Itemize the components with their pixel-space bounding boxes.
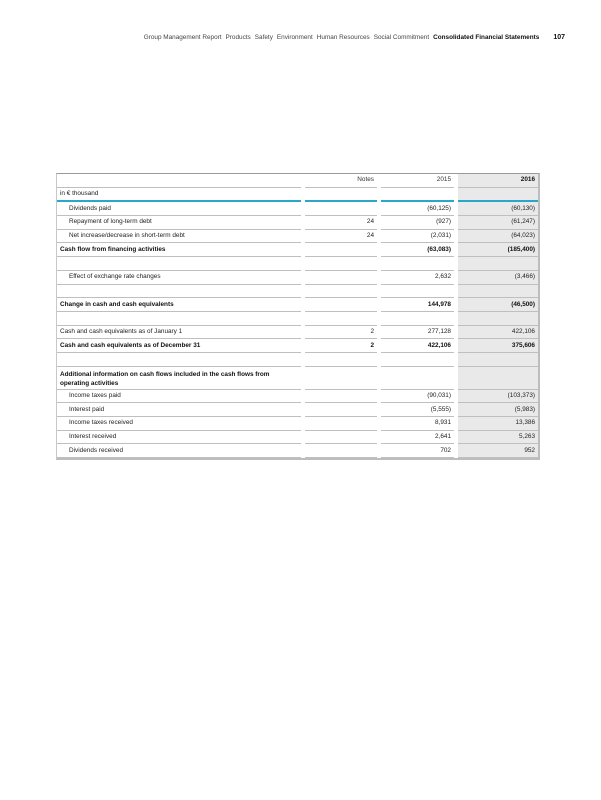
empty-cell (303, 366, 379, 389)
table-header-row (57, 174, 538, 187)
spacer-cell (456, 284, 538, 298)
spacer-cell (303, 352, 379, 366)
row-label: Change in cash and cash equivalents (57, 298, 303, 312)
table-row (57, 325, 538, 339)
notes-cell: 24 (303, 216, 379, 230)
row-label: Cash flow from financing activities (57, 243, 303, 257)
notes-cell (303, 403, 379, 417)
spacer-cell (379, 257, 456, 271)
row-label: Dividends received (57, 444, 303, 458)
spacer-cell (303, 311, 379, 325)
row-label: Effect of exchange rate changes (57, 270, 303, 284)
value-2015: 144,978 (379, 298, 456, 312)
row-label: Income taxes received (57, 417, 303, 431)
value-2015: 2,641 (379, 430, 456, 444)
nav-item[interactable]: Products (225, 34, 251, 41)
value-2016: (185,400) (456, 243, 538, 257)
nav-item[interactable]: Human Resources (316, 34, 370, 41)
value-2016: 375,606 (456, 339, 538, 353)
spacer-cell (303, 284, 379, 298)
value-2016: (46,500) (456, 298, 538, 312)
header-year-2016: 2016 (456, 174, 538, 187)
page-header (144, 34, 565, 41)
header-label-cell (57, 174, 303, 187)
spacer-cell (57, 311, 303, 325)
notes-cell: 2 (303, 325, 379, 339)
value-2015: (90,031) (379, 389, 456, 403)
spacer-cell (57, 284, 303, 298)
row-label: Income taxes paid (57, 389, 303, 403)
notes-cell (303, 444, 379, 458)
table-row (57, 403, 538, 417)
spacer-cell (456, 311, 538, 325)
table-row (57, 444, 538, 458)
row-label: Cash and cash equivalents as of January 1 (57, 325, 303, 339)
empty-cell (456, 366, 538, 389)
table-row (57, 417, 538, 431)
spacer-row (57, 284, 538, 298)
value-2015: (927) (379, 216, 456, 230)
section-heading: Additional information on cash flows included in the cash flows from operating activities (57, 366, 303, 389)
notes-cell: 24 (303, 229, 379, 243)
value-2016: (103,373) (456, 389, 538, 403)
cash-flow-table (56, 173, 540, 460)
value-2015: 702 (379, 444, 456, 458)
page-number: 107 (553, 34, 565, 41)
row-label: Net increase/decrease in short-term debt (57, 229, 303, 243)
spacer-row (57, 352, 538, 366)
spacer-cell (303, 257, 379, 271)
notes-cell (303, 430, 379, 444)
value-2015: 2,632 (379, 270, 456, 284)
spacer-cell (379, 311, 456, 325)
nav-item[interactable]: Group Management Report (143, 34, 222, 41)
value-2016: (5,983) (456, 403, 538, 417)
value-2015: 8,931 (379, 417, 456, 431)
table-row (57, 201, 538, 215)
empty-cell (379, 366, 456, 389)
row-label: Repayment of long-term debt (57, 216, 303, 230)
row-label: Interest received (57, 430, 303, 444)
table-row (57, 229, 538, 243)
nav-item[interactable]: Consolidated Financial Statements (433, 34, 540, 41)
table-row (57, 270, 538, 284)
notes-cell (303, 270, 379, 284)
spacer-row (57, 311, 538, 325)
nav-item[interactable]: Social Commitment (373, 34, 430, 41)
notes-cell (303, 389, 379, 403)
notes-cell (303, 298, 379, 312)
nav-item[interactable]: Safety (254, 34, 273, 41)
value-2015: (2,031) (379, 229, 456, 243)
notes-cell (303, 201, 379, 215)
notes-cell (303, 417, 379, 431)
table-row (57, 430, 538, 444)
value-2016: 422,106 (456, 325, 538, 339)
row-label: Cash and cash equivalents as of December 31 (57, 339, 303, 353)
value-2015: (5,555) (379, 403, 456, 417)
value-2015: (63,083) (379, 243, 456, 257)
table-row (57, 216, 538, 230)
header-notes: Notes (303, 174, 379, 187)
table-row (57, 243, 538, 257)
row-label: Interest paid (57, 403, 303, 417)
unit-row (57, 187, 538, 201)
table-row (57, 389, 538, 403)
spacer-cell (57, 257, 303, 271)
notes-cell (303, 243, 379, 257)
value-2016: (3,466) (456, 270, 538, 284)
table-row (57, 339, 538, 353)
spacer-cell (379, 284, 456, 298)
table-row (57, 298, 538, 312)
spacer-row (57, 257, 538, 271)
value-2016: (60,130) (456, 201, 538, 215)
notes-cell: 2 (303, 339, 379, 353)
header-year-2015: 2015 (379, 174, 456, 187)
value-2016: 5,263 (456, 430, 538, 444)
unit-label: in € thousand (57, 187, 303, 201)
row-label: Dividends paid (57, 201, 303, 215)
value-2016: (61,247) (456, 216, 538, 230)
spacer-cell (57, 352, 303, 366)
value-2016: (64,023) (456, 229, 538, 243)
value-2015: 277,128 (379, 325, 456, 339)
spacer-cell (456, 352, 538, 366)
value-2015: (60,125) (379, 201, 456, 215)
section-nav (144, 34, 540, 41)
value-2016: 13,386 (456, 417, 538, 431)
nav-item[interactable]: Environment (276, 34, 313, 41)
spacer-cell (456, 257, 538, 271)
value-2015: 422,106 (379, 339, 456, 353)
section-heading-row (57, 366, 538, 389)
spacer-cell (379, 352, 456, 366)
value-2016: 952 (456, 444, 538, 458)
